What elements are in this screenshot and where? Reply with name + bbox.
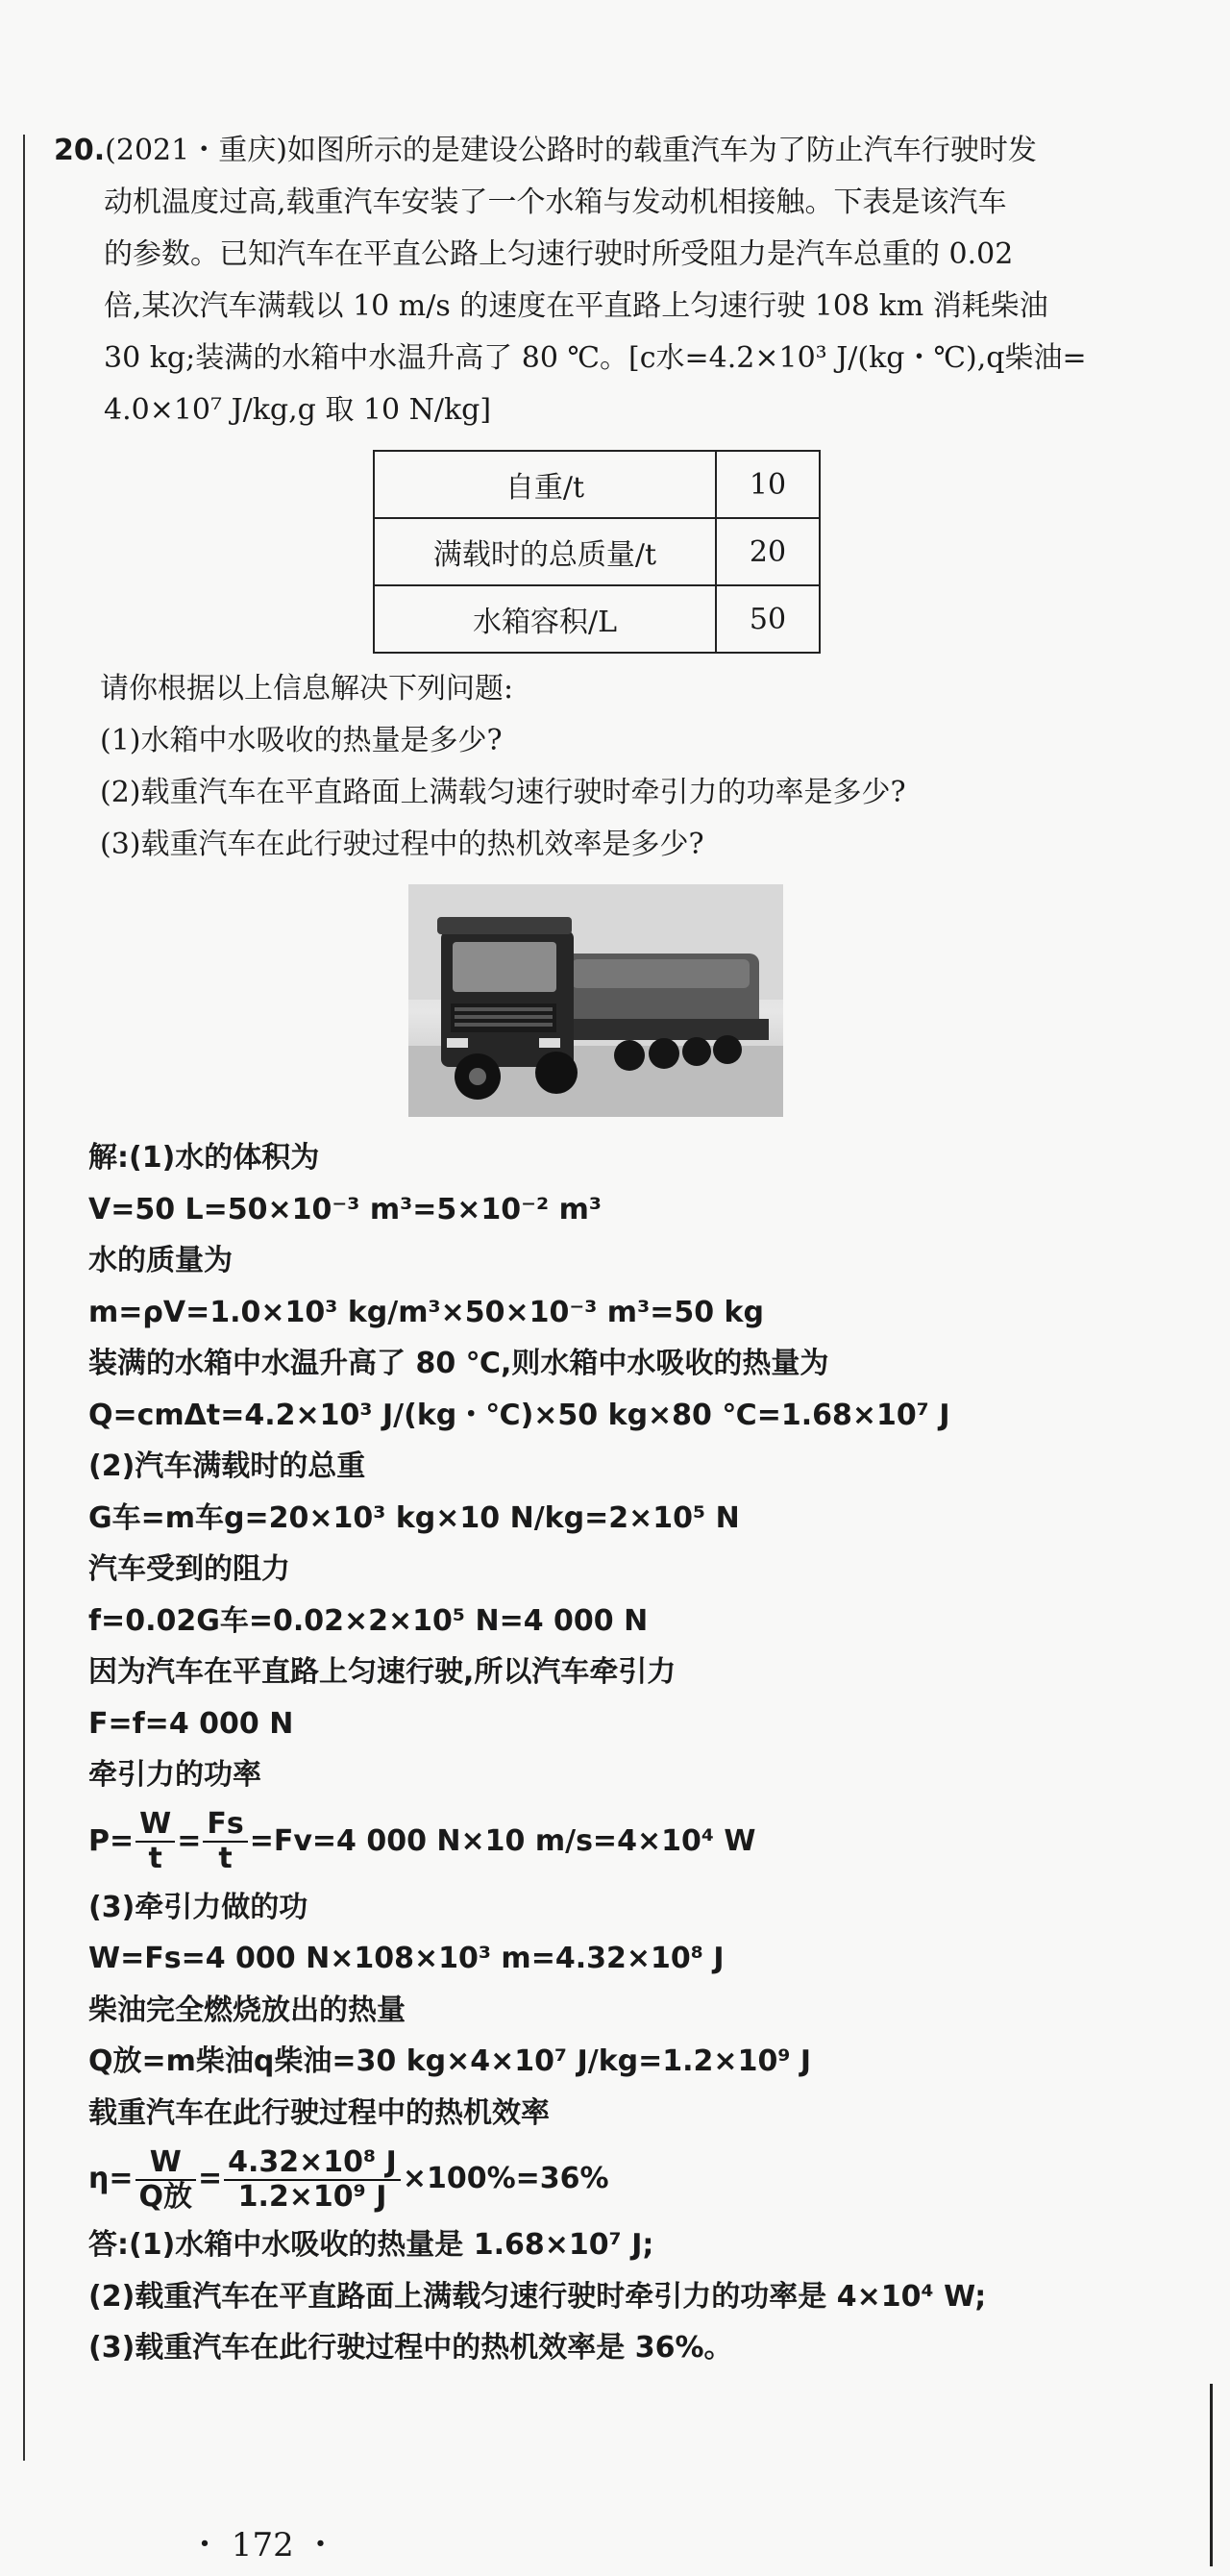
problem-line: 动机温度过高,载重汽车安装了一个水箱与发动机相接触。下表是该汽车	[104, 186, 1007, 219]
solution-line: (2)汽车满载时的总重	[88, 1449, 366, 1483]
table-cell-value: 50	[716, 585, 820, 653]
table-row	[374, 451, 820, 518]
solution-line: 载重汽车在此行驶过程中的热机效率	[88, 2095, 550, 2130]
solution-line: G车=m车g=20×10³ kg×10 N/kg=2×10⁵ N	[88, 1500, 740, 1535]
solution-line: 水的质量为	[88, 1244, 233, 1277]
solution-line: V=50 L=50×10⁻³ m³=5×10⁻² m³	[88, 1192, 602, 1226]
fraction	[203, 1808, 247, 1875]
solution-line: Q放=m柴油q柴油=30 kg×4×10⁷ J/kg=1.2×10⁹ J	[88, 2044, 812, 2078]
truck-illustration	[408, 884, 783, 1117]
solution	[88, 1132, 1165, 2374]
answer-line: (3)载重汽车在此行驶过程中的热机效率是 36%。	[88, 2331, 733, 2365]
formula-text: =	[177, 1823, 202, 1858]
page-number: ・ 172 ・	[188, 2526, 337, 2564]
numerator: Fs	[203, 1808, 247, 1843]
sub-question: (3)载重汽车在此行驶过程中的热机效率是多少?	[100, 828, 704, 861]
solution-line: Q=cmΔt=4.2×10³ J/(kg・℃)×50 kg×80 ℃=1.68×10⁷ J	[88, 1398, 950, 1432]
formula-text: =Fv=4 000 N×10 m/s=4×10⁴ W	[249, 1823, 756, 1858]
formula-text: P=	[88, 1823, 135, 1858]
table-row	[374, 518, 820, 585]
problem-line: 30 kg;装满的水箱中水温升高了 80 ℃。[c水=4.2×10³ J/(kg・℃),q柴油=	[104, 341, 1087, 375]
fraction	[224, 2146, 401, 2214]
problem-line: (2021・重庆)如图所示的是建设公路时的载重汽车为了防止汽车行驶时发	[105, 134, 1037, 167]
parameter-table	[373, 450, 821, 654]
problem-line: 倍,某次汽车满载以 10 m/s 的速度在平直路上匀速行驶 108 km 消耗柴油	[104, 289, 1048, 323]
solution-line: 柴油完全燃烧放出的热量	[88, 1993, 406, 2027]
efficiency-formula	[88, 2139, 1165, 2219]
numerator: 4.32×10⁸ J	[224, 2146, 401, 2181]
sub-question: (1)水箱中水吸收的热量是多少?	[100, 724, 503, 757]
table-cell-label: 满载时的总质量/t	[374, 518, 716, 585]
solution-line: 装满的水箱中水温升高了 80 ℃,则水箱中水吸收的热量为	[88, 1347, 829, 1380]
numerator: W	[135, 1808, 175, 1843]
table-cell-label: 自重/t	[374, 451, 716, 518]
answer-line: (2)载重汽车在平直路面上满载匀速行驶时牵引力的功率是 4×10⁴ W;	[88, 2279, 987, 2314]
table-cell-label: 水箱容积/L	[374, 585, 716, 653]
answer-line: 答:(1)水箱中水吸收的热量是 1.68×10⁷ J;	[88, 2228, 654, 2262]
table-cell-value: 20	[716, 518, 820, 585]
margin-rule	[23, 135, 25, 2461]
formula-text: =	[198, 2162, 223, 2195]
problem-line: 4.0×10⁷ J/kg,g 取 10 N/kg]	[104, 393, 492, 427]
numerator: W	[135, 2146, 197, 2181]
table-cell-value: 10	[716, 451, 820, 518]
formula-text: ×100%=36%	[402, 2162, 609, 2195]
problem-line: 的参数。已知汽车在平直公路上匀速行驶时所受阻力是汽车总重的 0.02	[104, 237, 1014, 271]
solution-line: m=ρV=1.0×10³ kg/m³×50×10⁻³ m³=50 kg	[88, 1295, 764, 1329]
solution-line: f=0.02G车=0.02×2×10⁵ N=4 000 N	[88, 1603, 649, 1638]
solution-line: F=f=4 000 N	[88, 1706, 294, 1741]
question-intro: 请你根据以上信息解决下列问题:	[100, 672, 514, 706]
truck-photo	[408, 884, 783, 1117]
solution-line: (3)牵引力做的功	[88, 1890, 308, 1924]
table-row	[374, 585, 820, 653]
sub-questions	[100, 663, 906, 871]
solution-line: 牵引力的功率	[88, 1758, 261, 1792]
solution-line: 因为汽车在平直路上匀速行驶,所以汽车牵引力	[88, 1655, 676, 1689]
denominator: t	[148, 1842, 162, 1875]
page-edge-rule	[1210, 2384, 1213, 2566]
problem-statement	[54, 125, 1111, 436]
formula-text: η=	[88, 2162, 134, 2195]
fraction	[135, 1808, 175, 1875]
solution-line: W=Fs=4 000 N×108×10³ m=4.32×10⁸ J	[88, 1942, 725, 1975]
power-formula	[88, 1801, 1165, 1882]
denominator: t	[218, 1842, 233, 1875]
question-number: 20.	[54, 134, 106, 167]
sub-question: (2)载重汽车在平直路面上满载匀速行驶时牵引力的功率是多少?	[100, 776, 906, 809]
fraction	[135, 2146, 197, 2214]
denominator: Q放	[138, 2179, 193, 2214]
solution-line: 汽车受到的阻力	[88, 1552, 290, 1586]
solution-line: 解:(1)水的体积为	[88, 1141, 320, 1175]
denominator: 1.2×10⁹ J	[237, 2179, 387, 2214]
